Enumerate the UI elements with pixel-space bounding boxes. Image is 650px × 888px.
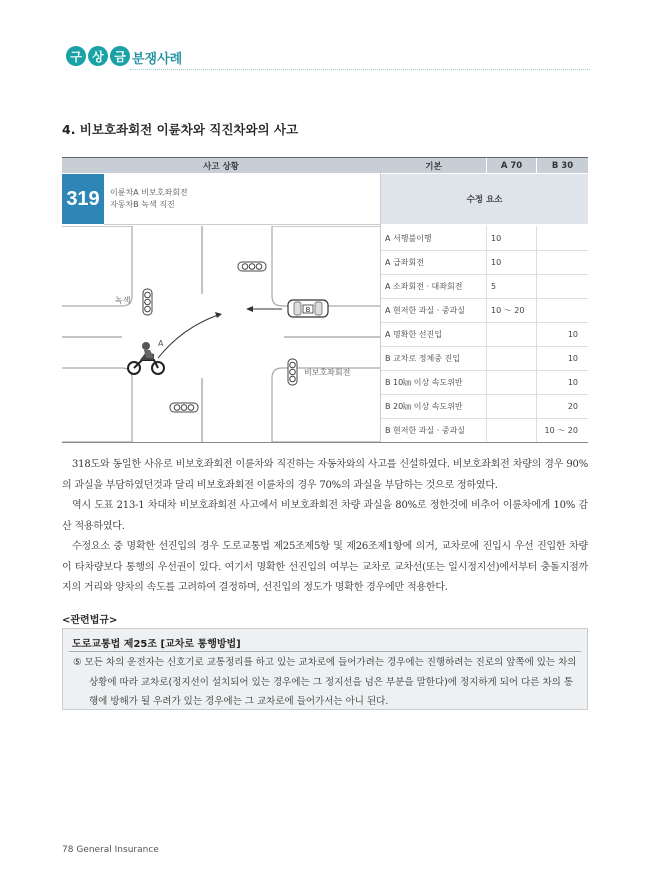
header-divider (130, 69, 590, 70)
modifier-b-value (536, 298, 588, 322)
header-chip-3: 금 (110, 46, 130, 66)
modifier-a-value (486, 322, 536, 346)
motorcycle-path-arrow (158, 312, 222, 358)
modifier-label: A 소좌회전 · 대좌회전 (385, 281, 463, 291)
modifier-label: A 현저한 과실 · 중과실 (385, 305, 466, 315)
header-b: B 30 (537, 158, 588, 173)
modifier-a-value (486, 418, 536, 442)
car-b (288, 300, 328, 317)
header-a: A 70 (487, 158, 536, 173)
modifier-label: B 현저한 과실 · 중과실 (385, 425, 466, 435)
modifier-a-value: 10 ～ 20 (491, 305, 525, 315)
law-clause: ⑤ 모든 차의 운전자는 신호기로 교통정리를 하고 있는 교차로에 들어가려는 경우에는 진행하려는 진로의 앞쪽에 있는 차의 상황에 따라 교차로(정지선이 설치되어 있는 경우에는 그 정지선을 넘은 부분을 말한다)에 정지하게 되어 다른 차의 통행에 방해가 될 우려가 있는 경우에는 그 교차로에 들어가서는 아니 된다. (73, 657, 577, 707)
paragraph-1: 318도와 동일한 사유로 비보호좌회전 이륜차와 직진하는 자동차와의 사고를 신설하였다. 비보호좌회전 차량의 경우 90%의 과실을 부담하였던것과 달리 비보호좌회전 이륜차의 경우 70%의 과실을 부담하는 것으로 정하였다. (62, 459, 588, 491)
traffic-light-left (143, 289, 152, 315)
traffic-light-top (238, 262, 266, 271)
traffic-light-bottom (170, 403, 198, 412)
traffic-light-right (288, 359, 297, 385)
section-title: 4. 비보호좌회전 이륜차와 직진차와의 사고 (62, 122, 299, 137)
header-basic: 기본 (381, 158, 486, 173)
case-number: 319 (62, 174, 104, 224)
modifier-a-value (486, 370, 536, 394)
header-subtitle: 분쟁사례 (132, 52, 183, 67)
law-divider (69, 651, 581, 652)
header-situation: 사고 상황 (62, 158, 380, 173)
modifier-label: B 교차로 정체중 진입 (385, 353, 460, 363)
related-law-label: <관련법규> (62, 615, 118, 626)
paragraph-3: 수정요소 중 명확한 선진입의 경우 도로교통법 제25조제5항 및 제26조제1항에 의거, 교차로에 진입시 우선 진입한 차량이 타차량보다 통행의 우선권이 있다. 여기서 명확한 선진입의 여부는 교차로 교차선(또는 일시정지선)에서부터 충돌지점까지의 거리와 양차의 속도를 고려하여 결정하며, 선진입의 정도가 명확한 경우에만 적용한다. (62, 541, 588, 593)
label-green: 녹색 (115, 296, 131, 305)
modifier-b-value (536, 226, 588, 250)
modifier-b-value: 10 (567, 353, 578, 363)
modifier-b-value (536, 250, 588, 274)
modifier-b-value: 10 (567, 377, 578, 387)
modifier-b-value: 10 (567, 329, 578, 339)
modifier-a-value (486, 394, 536, 418)
car-b-label: B (305, 306, 311, 314)
car-direction-arrow (246, 306, 282, 312)
marker-a: A (158, 339, 164, 348)
case-desc-line2: 자동차B 녹색 직진 (110, 200, 175, 209)
modifier-label: A 급좌회전 (385, 257, 424, 267)
road-corners (62, 226, 380, 442)
modifier-a-value: 10 (491, 233, 502, 243)
modifier-label: B 10㎞ 이상 속도위반 (385, 377, 463, 387)
modifier-header: 수정 요소 (381, 174, 588, 224)
modifier-label: B 20㎞ 이상 속도위반 (385, 401, 463, 411)
page-footer: 78 General Insurance (62, 845, 159, 855)
modifier-label: A 명확한 선진입 (385, 329, 442, 339)
body-text (62, 455, 588, 599)
case-description (104, 174, 380, 225)
case-desc-line1: 이륜차A 비보호좌회전 (110, 188, 188, 197)
modifier-b-value: 20 (567, 401, 578, 411)
table-bottom-rule (62, 442, 588, 443)
modifier-b-value (536, 274, 588, 298)
modifier-a-value (486, 346, 536, 370)
header-chip-1: 구 (66, 46, 86, 66)
modifier-a-value: 5 (491, 281, 497, 291)
modifier-a-value: 10 (491, 257, 502, 267)
paragraph-2: 역시 도표 213-1 차대차 비보호좌회전 사고에서 비보호좌회전 차량 과실을 80%로 정한것에 비추어 이륜차에게 10% 감산 적용하였다. (62, 500, 588, 532)
accident-diagram (62, 226, 380, 442)
header-chip-2: 상 (88, 46, 108, 66)
diagram-divider (380, 158, 381, 442)
law-text (73, 653, 579, 712)
label-unprotected-left: 비보호좌회전 (304, 368, 351, 377)
law-title: 도로교통법 제25조 [교차로 통행방법] (72, 639, 241, 650)
related-law-box (62, 628, 588, 710)
modifier-b-value: 10 ～ 20 (544, 425, 578, 435)
modifier-label: A 서행불이행 (385, 233, 432, 243)
